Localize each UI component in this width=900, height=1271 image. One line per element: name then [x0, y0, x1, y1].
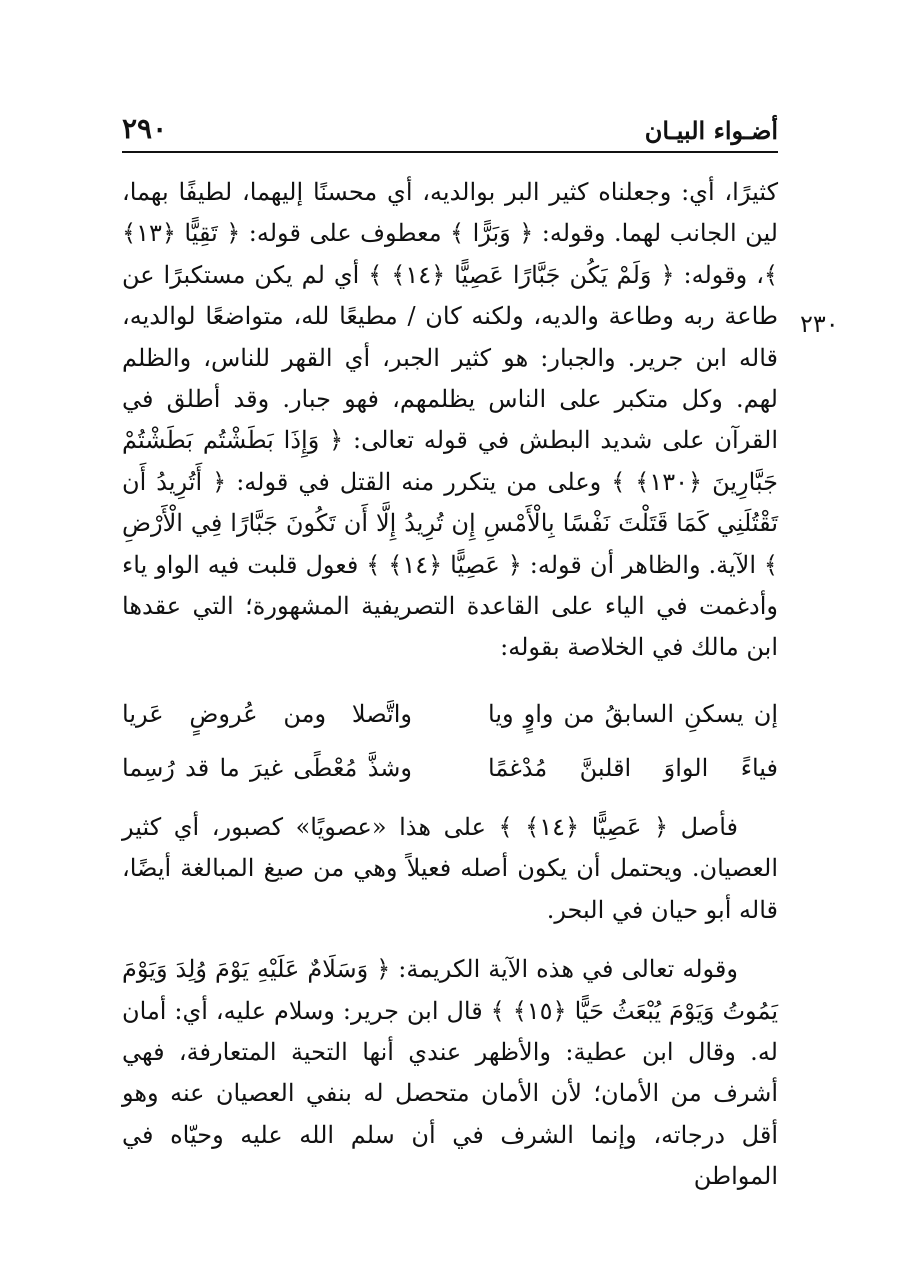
poetry-block — [122, 687, 778, 795]
running-header — [122, 112, 778, 148]
body-paragraph: كثيرًا، أي: وجعلناه كثير البر بوالديه، أي محسنًا إليهما، لطيفًا بهما، لين الجانب لهما. وقوله: ﴿ وَبَرًّا ﴾ معطوف على قوله: ﴿ تَقِيًّا ﴿١٣﴾ ﴾، وقوله: ﴿ وَلَمْ يَكُن جَبَّارًا عَصِيًّا ﴿١٤﴾ ﴾ أي لم يكن مستكبرًا عن طاعة ربه وطاعة والديه، ولكنه كان / مطيعًا لله، متواضعًا لوالديه، قاله ابن جرير. والجبار: هو كثير الجبر، أي القهر للناس، والظلم لهم. وكل متكبر على الناس يظلمهم، فهو جبار. وقد أطلق في القرآن على شديد البطش في قوله تعالى: ﴿ وَإِذَا بَطَشْتُم بَطَشْتُمْ جَبَّارِينَ ﴿١٣٠﴾ ﴾ وعلى من يتكرر منه القتل في قوله: ﴿ أَتُرِيدُ أَن تَقْتُلَنِي كَمَا قَتَلْتَ نَفْسًا بِالْأَمْسِ إِن تُرِيدُ إِلَّا أَن تَكُونَ جَبَّارًا فِي الْأَرْضِ ﴾ الآية. والظاهر أن قوله: ﴿ عَصِيًّا ﴿١٤﴾ ﴾ فعول قلبت فيه الواو ياء وأدغمت في الياء على القاعدة التصريفية المشهورة؛ التي عقدها ابن مالك في الخلاصة بقوله: — [122, 178, 778, 662]
verse-second-hemistich: واتَّصلا ومن عُروضٍ عَريا — [122, 699, 412, 728]
book-title: أضـواء البيـان — [644, 116, 778, 145]
verse-line — [122, 687, 778, 741]
page-number: ٢٩٠ — [122, 112, 168, 145]
body-paragraph: فأصل ﴿ عَصِيًّا ﴿١٤﴾ ﴾ على هذا «عصويًا» كصبور، أي كثير العصيان. ويحتمل أن يكون أصله فعيلاً وهي من صيغ المبالغة أيضًا، قاله أبو حيان في البحر. — [122, 812, 778, 924]
page-body — [122, 172, 778, 1198]
verse-line — [122, 741, 778, 795]
verse-second-hemistich: وشذَّ مُعْطًى غيرَ ما قد رُسِما — [122, 753, 412, 782]
header-rule — [122, 151, 778, 153]
verse-first-hemistich: فياءً الواوَ اقلبنَّ مُدْغمًا — [488, 753, 778, 782]
verse-first-hemistich: إن يسكنِ السابقُ من واوٍ ويا — [488, 699, 778, 728]
margin-page-marker: ٢٣٠ — [800, 310, 839, 338]
body-paragraph: وقوله تعالى في هذه الآية الكريمة: ﴿ وَسَلَامٌ عَلَيْهِ يَوْمَ وُلِدَ وَيَوْمَ يَمُوتُ وَيَوْمَ يُبْعَثُ حَيًّا ﴿١٥﴾ ﴾ قال ابن جرير: وسلام عليه، أي: أمان له. وقال ابن عطية: والأظهر عندي أنها التحية المتعارفة، فهي أشرف من الأمان؛ لأن الأمان متحصل له بنفي العصيان عنه وهو أقل درجاته، وإنما الشرف في أن سلم الله عليه وحيّاه في المواطن — [122, 955, 778, 1191]
